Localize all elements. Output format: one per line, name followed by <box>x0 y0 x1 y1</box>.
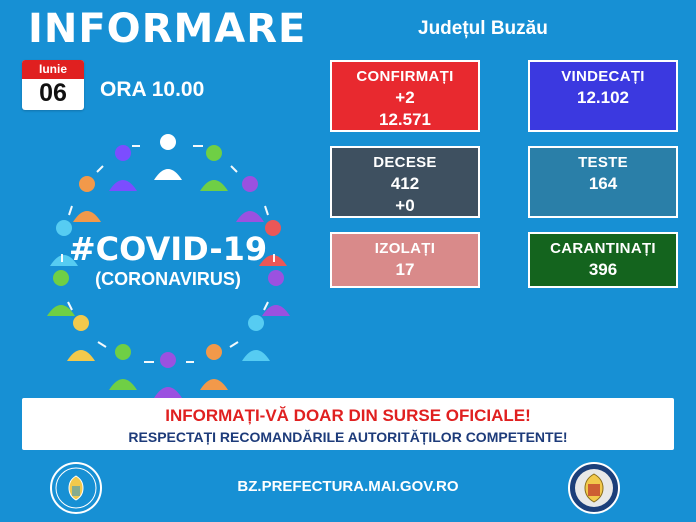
stat-label-tests: TESTE <box>578 154 628 171</box>
stat-value-tests: 164 <box>588 173 618 193</box>
stat-value-confirmed: 12.571 <box>379 109 431 129</box>
stat-label-deaths: DECESE <box>373 154 437 171</box>
stat-value-isolated: 17 <box>395 259 415 279</box>
covid-subtitle: (CORONAVIRUS) <box>95 269 241 289</box>
website-url: BZ.PREFECTURA.MAI.GOV.RO <box>237 478 459 495</box>
stats-row-2 <box>330 146 678 218</box>
advisory-line-2: RESPECTAȚI RECOMANDĂRILE AUTORITĂȚILOR COMPETENTE! <box>128 429 568 445</box>
stat-value-recovered: 12.102 <box>577 87 629 107</box>
advisory-banner <box>22 398 674 450</box>
stat-value-deaths: 412 <box>390 173 420 193</box>
stat-box-deaths <box>330 146 480 218</box>
stats-row-1 <box>330 60 678 132</box>
stat-label-isolated: IZOLAȚI <box>374 240 436 257</box>
advisory-line-1: INFORMAȚI-VĂ DOAR DIN SURSE OFICIALE! <box>165 406 531 425</box>
county-label: Județul Buzău <box>418 18 548 39</box>
people-circle-icon <box>18 120 318 400</box>
stat-delta-deaths: +0 <box>395 195 415 215</box>
stat-box-isolated <box>330 232 480 288</box>
date-day: 06 <box>39 79 67 107</box>
guvernul-romaniei-seal-icon <box>50 462 102 514</box>
stats-row-3 <box>330 232 678 288</box>
stat-box-tests <box>528 146 678 218</box>
stat-box-recovered <box>528 60 678 132</box>
page-title: INFORMARE <box>28 6 307 52</box>
hour-label: ORA 10.00 <box>100 78 205 101</box>
stat-delta-confirmed: +2 <box>395 87 415 107</box>
date-month: Iunie <box>22 60 84 79</box>
stat-box-quarantined <box>528 232 678 288</box>
stat-label-quarantined: CARANTINAȚI <box>550 240 656 257</box>
stat-value-quarantined: 396 <box>588 259 618 279</box>
ministerul-afacerilor-interne-seal-icon <box>568 462 620 514</box>
date-badge <box>22 60 84 110</box>
covid-hashtag: #COVID-19 <box>68 230 268 268</box>
stats-grid <box>330 60 678 302</box>
stat-label-confirmed: CONFIRMAȚI <box>356 68 454 85</box>
stat-label-recovered: VINDECAȚI <box>561 68 645 85</box>
stat-box-confirmed <box>330 60 480 132</box>
